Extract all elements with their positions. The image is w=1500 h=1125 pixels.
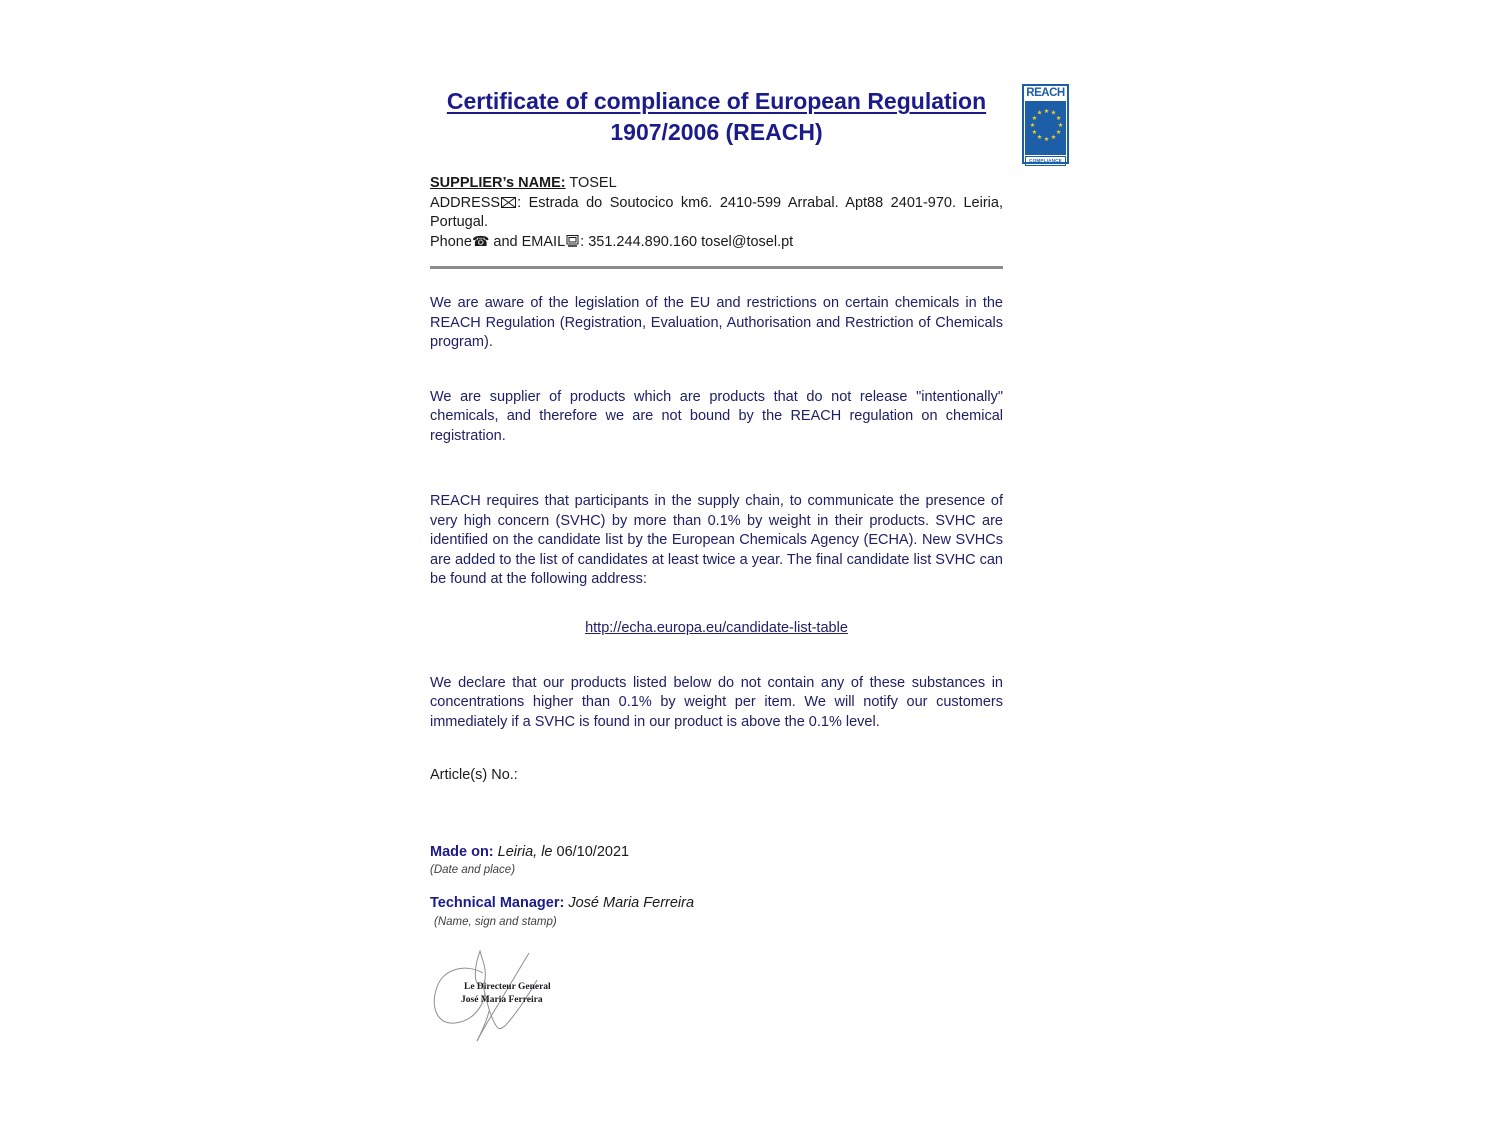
envelope-icon xyxy=(501,197,516,208)
contact-value: : 351.244.890.160 tosel@tosel.pt xyxy=(580,233,794,250)
svg-text:★: ★ xyxy=(1043,135,1050,143)
svg-text:★: ★ xyxy=(1055,128,1062,136)
title-line-1: Certificate of compliance of European Regulation xyxy=(446,88,987,114)
email-label: and EMAIL xyxy=(489,233,566,250)
supplier-block xyxy=(430,174,1003,252)
technical-manager-name: José Maria Ferreira xyxy=(568,895,695,911)
articles-label: Article(s) No.: xyxy=(430,767,518,783)
svg-text:★: ★ xyxy=(1036,109,1043,117)
paragraph-awareness: We are aware of the legislation of the EU and restrictions on certain chemicals in the REACH Regulation (Registration, Evaluation, Authorisation and Restriction of Chemicals program). xyxy=(430,295,1003,350)
signature-stamp xyxy=(425,945,575,1055)
stamp-text-line-1: Le Directeur General xyxy=(464,982,551,992)
eu-stars-icon xyxy=(1025,101,1066,155)
paragraph-declaration: We declare that our products listed below do not contain any of these substances in concentrations higher than 0.1% by weight per item. We will notify our customers immediately if a SVHC is found in our product is above the 0.1% level. xyxy=(430,674,1003,730)
phone-icon: ☎ xyxy=(471,233,490,250)
svg-text:★: ★ xyxy=(1057,121,1064,129)
svg-text:★: ★ xyxy=(1050,109,1057,117)
technical-manager-label: Technical Manager: xyxy=(430,895,565,911)
reach-compliance-logo xyxy=(1022,84,1069,164)
candidate-list-link[interactable]: http://echa.europa.eu/candidate-list-table xyxy=(585,619,848,636)
computer-icon xyxy=(566,235,579,247)
svg-text:★: ★ xyxy=(1029,121,1036,129)
supplier-name-value: TOSEL xyxy=(565,175,617,191)
svg-text:★: ★ xyxy=(1031,128,1038,136)
svg-text:★: ★ xyxy=(1043,107,1050,115)
candidate-list-link-row xyxy=(430,619,1003,637)
made-on-line xyxy=(430,843,1003,863)
made-on-place: Leiria, le xyxy=(497,843,553,860)
name-sign-stamp-note: (Name, sign and stamp) xyxy=(434,915,557,928)
signature-stroke xyxy=(477,1011,489,1041)
date-place-note: (Date and place) xyxy=(430,864,516,876)
made-on-date: 06/10/2021 xyxy=(556,843,630,860)
signature-stroke xyxy=(475,951,485,985)
phone-label: Phone xyxy=(430,233,472,250)
supplier-name-line xyxy=(430,174,1003,194)
made-on-label: Made on: xyxy=(430,843,494,860)
reach-logo-title: REACH xyxy=(1026,87,1065,99)
address-label: ADDRESS xyxy=(430,194,501,211)
supplier-name-label: SUPPLIER’s NAME: xyxy=(430,175,566,191)
eu-stars-svg xyxy=(1025,101,1068,150)
document-content xyxy=(430,86,1003,929)
stamp-text-line-2: José Maria Ferreira xyxy=(461,995,543,1005)
svg-text:★: ★ xyxy=(1036,133,1043,141)
paragraph-supplier-statement: We are supplier of products which are products that do not release "intentionally" chemicals, and therefore we are not bound by the REACH regulation on chemical registration. xyxy=(430,388,1003,444)
svg-text:★: ★ xyxy=(1055,114,1062,122)
title-line-2: 1907/2006 (REACH) xyxy=(610,119,823,145)
address-value: : Estrada do Soutocico km6. 2410-599 Arrabal. Apt88 2401-970. Leiria, Portugal. xyxy=(430,194,1003,230)
section-divider xyxy=(430,266,1003,269)
document-title xyxy=(430,86,1003,148)
supplier-address-line xyxy=(430,194,1003,233)
svg-text:★: ★ xyxy=(1031,114,1038,122)
svg-text:★: ★ xyxy=(1050,133,1057,141)
reach-logo-compliance-label: COMPLIANCE xyxy=(1025,156,1066,166)
paragraph-reach-requirements: REACH requires that participants in the supply chain, to communicate the presence of very high concern (SVHC) by more than 0.1% by weight in their products. SVHC are identified on the candidate list by the European Chemicals Agency (ECHA). New SVHCs are added to the list of candidates at least twice a year. The final candidate list SVHC can be found at the following address: xyxy=(430,493,1003,587)
supplier-contact-line xyxy=(430,233,1003,253)
technical-manager-line xyxy=(430,894,1003,914)
